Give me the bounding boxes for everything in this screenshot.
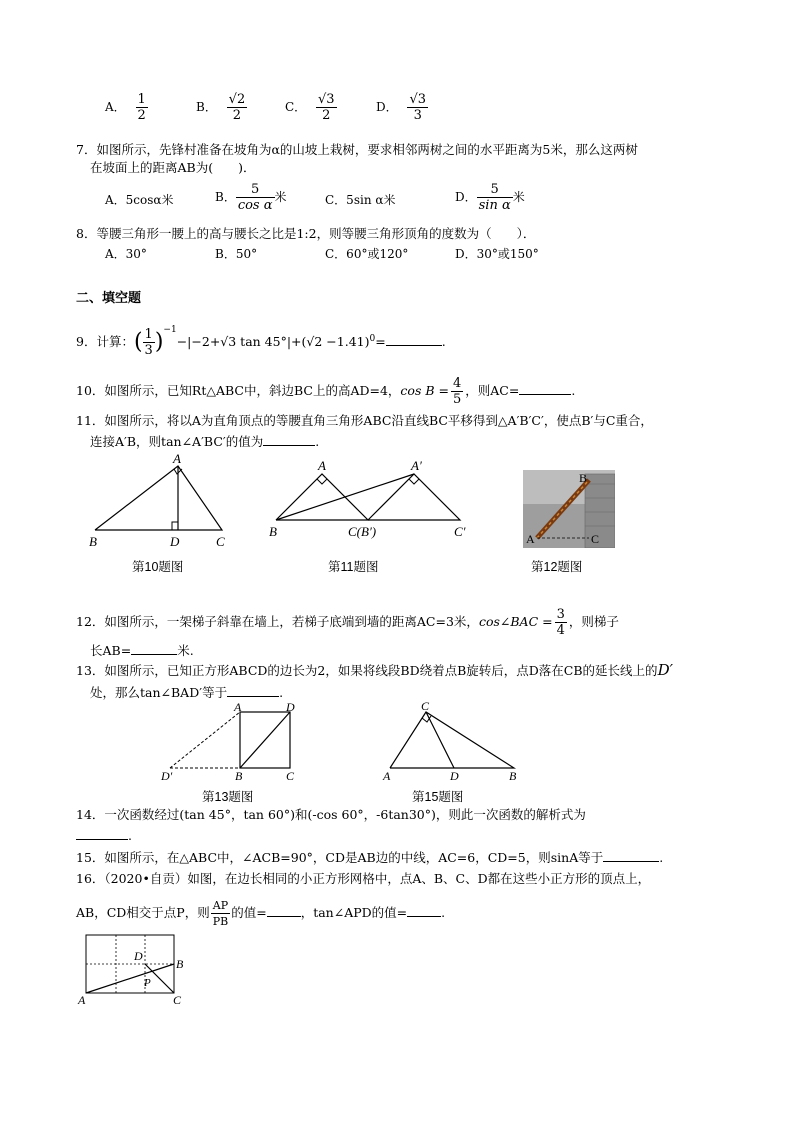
right-angle-a2 xyxy=(409,479,419,484)
label-b: B xyxy=(89,534,97,549)
q11-line2: 连接A′B，则tan∠A′BC′的值为 . xyxy=(90,434,320,449)
segment-ab xyxy=(86,964,174,993)
section-title: 二、填空题 xyxy=(76,290,142,305)
q15-line1: 15．如图所示，在△ABC中，∠ACB=90°，CD是AB边的中线，AC=6，CD=5，则sinA等于 . xyxy=(76,850,664,865)
q6-option-d: D． $\frac{√3}{3}$ xyxy=(376,92,427,123)
q14-line2: . xyxy=(76,827,132,844)
label-d: D xyxy=(286,702,295,714)
triangle-a2b2c2 xyxy=(368,474,460,520)
label-d: D xyxy=(134,949,143,963)
figure-11 xyxy=(262,454,482,544)
figure-13-caption: 第13题图 xyxy=(202,790,254,804)
q7-line1: 7．如图所示，先锋村准备在坡角为α的山坡上栽树，要求相邻两树之间的水平距离为5米，那么这两树 xyxy=(76,142,638,157)
label-c: C xyxy=(421,700,430,713)
q9-line: 9．计算：( $\frac{1}{3}$ )$^{-1}$−|−2+√3 $\tan 45^\circ|+(√2 -1.41)^0=$ . xyxy=(76,325,446,358)
label-b: B xyxy=(269,524,277,539)
wall xyxy=(585,474,615,548)
label-a: A xyxy=(526,532,535,546)
figure-15 xyxy=(378,700,528,784)
label-d: D xyxy=(450,769,459,783)
triangle-abc xyxy=(390,712,514,768)
q12-line1: 12．如图所示，一架梯子斜靠在墙上，若梯子底端到墙的距离AC=3米，cos∠BAC = $\frac{3}{4}$ ，则梯子 xyxy=(76,607,619,638)
label-b: B xyxy=(235,769,243,783)
q8-option-a: A．30° xyxy=(105,247,147,261)
figure-10 xyxy=(86,452,236,552)
figure-10-caption: 第10题图 xyxy=(132,560,184,574)
label-a: A xyxy=(383,769,391,783)
figure-16 xyxy=(76,930,196,1010)
label-a: A xyxy=(78,993,86,1007)
figure-11-caption: 第11题图 xyxy=(328,560,379,574)
q8-option-d: D．30°或150° xyxy=(455,247,539,261)
triangle-abc xyxy=(95,466,222,530)
q13-line1: 13．如图所示，已知正方形ABCD的边长为2，如果将线段BD绕着点B旋转后，点D落在CB的延长线上的D′ xyxy=(76,661,673,679)
q8-line1: 8．等腰三角形一腰上的高与腰长之比是1:2，则等腰三角形顶角的度数为（ ）． xyxy=(76,226,536,241)
figure-15-caption: 第15题图 xyxy=(412,790,464,804)
q7-option-b: B． $\frac{5}{\text{cos α}}$ 米 xyxy=(215,182,287,213)
label-a: A xyxy=(318,458,326,473)
label-p: P xyxy=(144,977,151,989)
q13-line2: 处，那么tan∠BAD′等于 . xyxy=(90,685,284,700)
q8-option-b: B．50° xyxy=(215,247,258,261)
label-b: B xyxy=(579,471,588,485)
q6-option-b: B． $\frac{√2}{2}$ xyxy=(196,92,246,123)
label-b: B xyxy=(509,769,517,783)
q14-line1: 14．一次函数经过(tan 45°，tan 60°)和(-cos 60°，-6tan30°)，则此一次函数的解析式为 xyxy=(76,807,586,822)
right-angle-a xyxy=(317,479,327,484)
q7-option-a: A．5cosα米 xyxy=(105,193,174,207)
figure-12-caption: 第12题图 xyxy=(531,560,583,574)
label-a: A xyxy=(173,452,181,466)
diagonal-bd xyxy=(240,712,290,768)
right-angle-mark xyxy=(172,522,178,530)
label-a2: A′ xyxy=(411,458,422,473)
triangle-abc xyxy=(276,474,368,520)
q11-line1: 11．如图所示，将以A为直角顶点的等腰直角三角形ABC沿直线BC平移得到△A′B′C′，使点B′与C重合， xyxy=(76,413,653,428)
q7-line2: 在坡面上的距离AB为( )． xyxy=(90,160,256,175)
q7-option-d: D． $\frac{5}{\text{sin α}}$ 米 xyxy=(455,182,525,213)
label-c: C xyxy=(173,993,182,1007)
figure-13 xyxy=(158,702,308,784)
label-c: C xyxy=(216,534,225,549)
q8-option-c: C．60°或120° xyxy=(325,247,409,261)
label-a: A xyxy=(234,702,242,714)
segment-a2b xyxy=(276,474,414,520)
q12-line2: 长AB= 米. xyxy=(90,643,194,658)
segment-ad2 xyxy=(170,712,240,768)
label-cb: C(B′) xyxy=(348,524,377,539)
label-d2: D′ xyxy=(161,769,173,783)
q16-line2: AB，CD相交于点P，则 $\frac{AP}{PB}$ 的值= ，tan∠APD的值= . xyxy=(76,899,446,928)
figure-12 xyxy=(523,470,615,548)
label-c: C xyxy=(286,769,295,783)
label-b: B xyxy=(176,957,184,971)
q10-line: 10．如图所示，已知Rt△ABC中，斜边BC上的高AD=4，cos B = $\frac{4}{5}$ ，则AC= . xyxy=(76,376,576,407)
q6-option-c: C． $\frac{√3}{2}$ xyxy=(285,92,335,123)
q6-option-a: A． $\frac{1}{2}$ xyxy=(105,92,146,123)
q7-option-c: C．5sin α米 xyxy=(325,193,396,207)
label-c2: C′ xyxy=(454,524,466,539)
label-c: C xyxy=(591,532,600,546)
q16-line1: 16．（2020•自贡）如图，在边长相同的小正方形网格中，点A、B、C、D都在这些小正方形的顶点上， xyxy=(76,871,651,886)
label-d: D xyxy=(170,534,180,549)
